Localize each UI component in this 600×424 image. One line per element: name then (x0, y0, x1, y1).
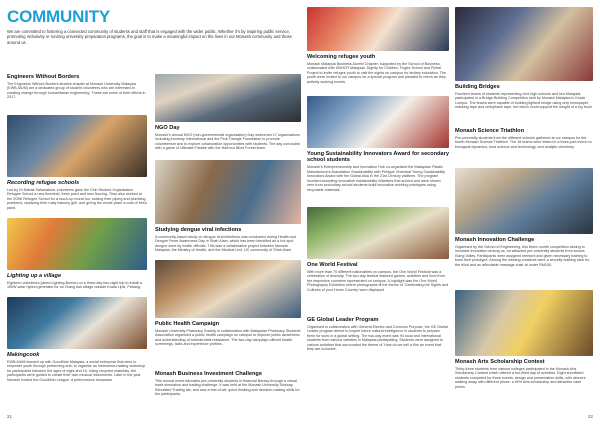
section-text: Pre-university students from the different schools gathered at our campus for the fourth Monash Science Triathlon. The 18 teams were tested in a three-part event on biological dynamics, food science and technology, and analytic chemistry. (455, 135, 592, 149)
section-title: Engineers Without Borders (7, 74, 80, 80)
section-text: Thirty-three students from various colleges participated in the Monash Arts Scholarship Contest which offered a fun-filled day of activities. Eight shortlisted students competed for three events: design and presentation skills, with winners walking away with different prizes: a 50% Arts scholarship and attractive cash prizes. (455, 366, 586, 389)
section-engineers-without-borders (7, 74, 147, 100)
photo-sustainability-award (307, 96, 449, 148)
page-number-left: 21 (7, 414, 13, 419)
section-text: With more than 70 different nationalities on campus, the One World Festival was a celebration of diversity. The two-day festival featured games, activities and food from the respective countries represented on campus. A highlight was the One World Photography Exhibition where photographs fit the theme of 'Celebrating the Sights and Cultures of your Home Country' were displayed. (307, 269, 449, 292)
section-title: Monash Science Triathlon (455, 128, 525, 134)
photo-arts-scholarship (455, 290, 593, 356)
section-text: Monash Malaysia Business Alumni Chapter, supported by the School of Business, collaborated with UNHCR Malaysia, Dignity for Children, Fugee School and Pichai Project to invite refugee youth to visit the sights on campus for tertiary education. The youth were invited to our campus for a special program and pleaded to return as they actively working events. (307, 61, 447, 84)
section-one-world (307, 262, 449, 292)
photo-health-campaign (155, 260, 301, 318)
section-ge-global (307, 317, 449, 352)
section-title: Monash Innovation Challenge (455, 237, 535, 243)
section-innovation-challenge (455, 237, 593, 267)
section-text: Organised in collaboration with General Electric and Common Purpose, the GE Global Leader program aimed to inspire future cultural intelligence in students to prepare them for work in a global setting. The two-day event saw 94 local and international students from various varieties in Malaysia participating. Students were assigned to various activities that surrounded the theme of 'How do we sell a film an event that they are inclusive'. (307, 324, 448, 352)
photo-ngo-day (155, 74, 301, 122)
section-ngo-day (155, 125, 301, 151)
section-arts-scholarship (455, 359, 593, 389)
section-title: Public Health Campaign (155, 321, 220, 327)
page-title: COMMUNITY (7, 7, 111, 26)
section-text: Organised by the School of Engineering, this three-month competition aiming to inculcate innovation among us, an attracted pre-university students from across Klang Valley. Participants were assigned mentors and given necessary training to build their prototype. Among the winning creations were a security walking stick for the blind and an affordable massage chair at under RM100. (455, 244, 590, 267)
section-business-investment (155, 371, 301, 397)
page-number-right: 22 (587, 414, 593, 419)
photo-refugee-youth (307, 7, 449, 51)
section-science-triathlon (455, 128, 593, 149)
section-title: Makingcook (7, 352, 40, 358)
section-title: Welcoming refugee youth (307, 54, 376, 60)
section-text: A community-based study on dengue viral infections was conducted during Health and Dengue Fever Awareness Day in Shah Alam, which has been identified as a hot spot dengue zone by health officials. This was a collaborative project between Monash Malaysia, the Ministry of Health, and the Medical Unit, UC community of Shah Alam. (155, 234, 296, 253)
section-text: This annual event educates pre-university students in financial literacy through a virtual trade simulation and trading challenge. It was held at the Monash University Sunway Simulated Trading lab, and was a test of wit, quick thinking and decision-making skills for the participants. (155, 378, 300, 397)
photo-building-bridges (455, 7, 593, 81)
section-text: Led by Dr Babak Salamatinia, volunteers gave the Chin Student Organisation Refugee School a new threefold, fresh paint and new flooring. They also worked at the ZOMI Refugee School for a touch-up mural too, solving their piping and plumbing problems, replacing their rusty balcony grill, and giving the whole place a coat of fresh paint. (7, 187, 147, 210)
section-public-health (155, 321, 301, 347)
section-text: Monash University Pharmacy Society in collaboration with Malaysian Pharmacy Students' Association organised a public health campaign on campus to improve public awareness and understanding of antimicrobial resistance. The two-day campaign offered health screenings, talks and experience profiles. (155, 328, 302, 347)
section-text: Eighteen volunteers joined Lighting-Borneo on a three-day two-night trip to install a 10kW solar hybrid generator for an Orang Asli village outside Kuala Lipis, Pahang. (7, 280, 143, 290)
section-title: One World Festival (307, 262, 358, 268)
section-welcoming-refugee (307, 54, 449, 84)
photo-volunteers-group (7, 218, 147, 270)
section-title: NGO Day (155, 125, 180, 131)
photo-village-solar (7, 297, 147, 349)
section-title: Monash Business Investment Challenge (155, 371, 262, 377)
section-lighting-village (7, 273, 147, 290)
section-building-bridges (455, 84, 593, 110)
section-title: Lighting up a village (7, 273, 62, 279)
section-title: Building Bridges (455, 84, 500, 90)
section-text: EWB-MUM teamed up with GoodMob Malaysia, a social enterprise that aims to empower youth through performing arts, to organise an instrument-making workshop for participants between the ages of eight and 16. Using recycled materials, the participants were guided to create their own musical instruments. Later in the year Monash hosted the GoodMob League, a performance showcase. (7, 359, 146, 382)
section-title: Young Sustainability Innovators Award for secondary school students (307, 151, 449, 164)
section-title: GE Global Leader Program (307, 317, 379, 323)
photo-dengue-study (155, 160, 301, 224)
photo-innovation-challenge (455, 168, 593, 234)
section-title: Studying dengue viral infections (155, 227, 242, 233)
section-recording-refugee (7, 180, 147, 210)
photo-refugee-school (7, 115, 147, 177)
section-text: The Engineers Without Borders student chapter at Monash University Malaysia (EWB-MUM) are a dedicated group of student volunteers who are interested in creating change through humanitarian engineering. These are some of their efforts in 2017. (7, 81, 146, 100)
section-title: Monash Arts Scholarship Contest (455, 359, 545, 365)
section-makingcook (7, 352, 147, 382)
section-text: Monash's annual NGO (non-governmental organisation) Day welcomed 17 organisations including Amnesty International and the Pink Triangle Foundation to promote volunteerism and to explore collaboration opportunities with students. The day concluded with a game of Ultimate Frisbee with the Harbour Blind Forest team. (155, 132, 301, 151)
section-text: Monash's Entrepreneurship and Innovation Hub co-organised the Malaysian Plastic Manufacturers Association Sustainability with Philippe Chemical Young Sustainability Innovators Award with the Global Asia in the 21st Century platform. The program involved accepting innovative sustainability initiatives that arrived and were shown here from secondary school students build innovative working prototypes using recyclable materials. (307, 165, 446, 192)
section-text: Fourteen teams of students representing nine high schools and two Malaysia participated in a Bridge-Building Competition held by Monash Malaysia in Kuala Lumpur. The teams were capable of building lightest bridge using only newspaper, masking tape and cellophane tape, but which could support the weight of a toy truck. (455, 91, 593, 110)
section-young-sustainability (307, 151, 449, 192)
photo-one-world (307, 207, 449, 259)
intro-text: We are committed to fostering a connected community of students and staff that is engaged with the wider public. Whether it's by inspiring public service, promoting inclusivity or running university preparation programs, the goal is to make a meaningful impact on the lives in our Monash community and those around us. (7, 29, 292, 45)
section-dengue (155, 227, 301, 253)
section-title: Recording refugee schools (7, 180, 80, 186)
